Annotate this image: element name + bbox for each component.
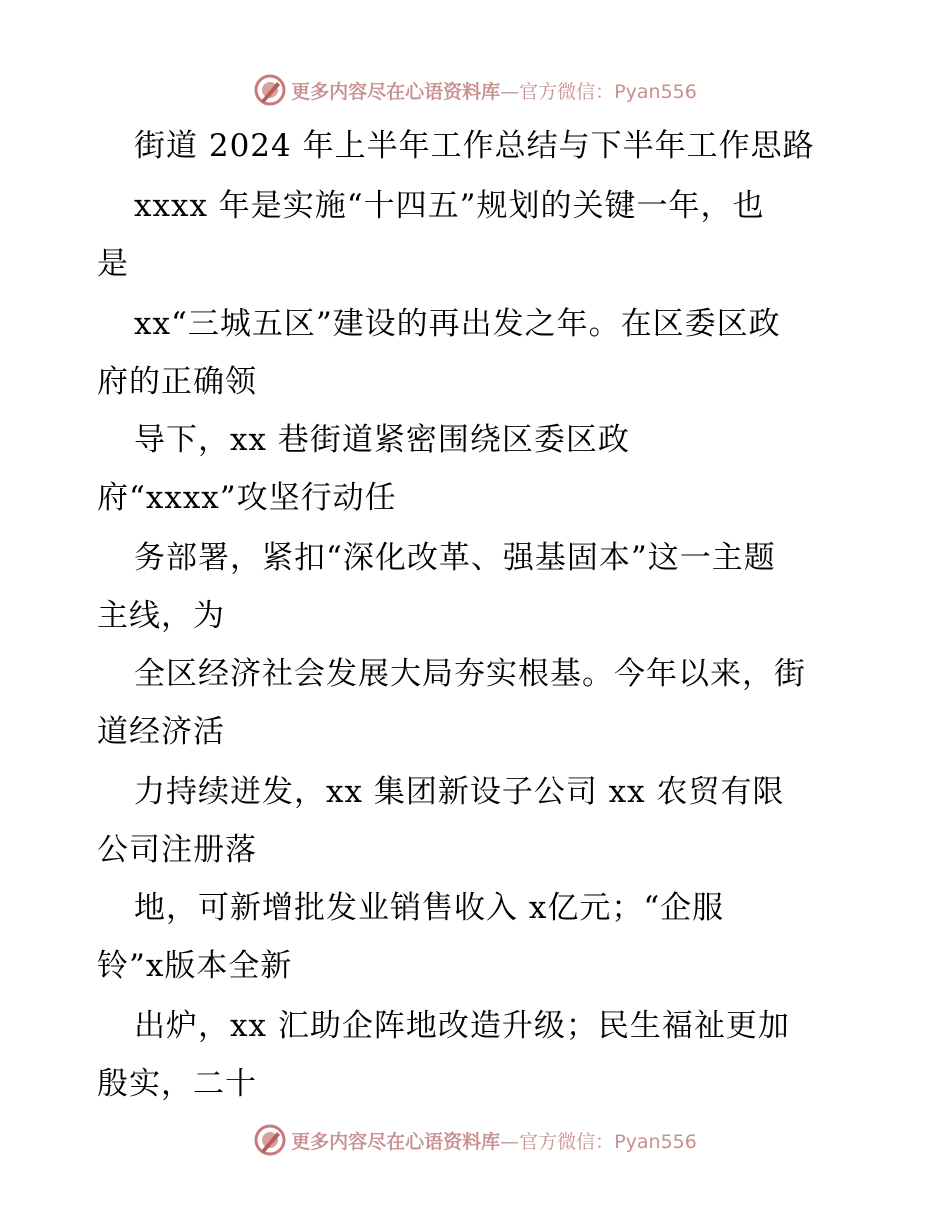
watermark-main-text: 更多内容尽在心语资料库	[291, 1130, 501, 1153]
watermark-account: Pyan556	[614, 1130, 697, 1153]
text-line: 是	[97, 246, 129, 282]
text-line: 务部署，紧扣“深化改革、强基固本”这一主题	[134, 540, 776, 576]
watermark-main-text: 更多内容尽在心语资料库	[291, 80, 501, 103]
text-line: xx“三城五区”建设的再出发之年。在区委区政	[134, 306, 781, 342]
text-line: 公司注册落	[97, 832, 257, 868]
watermark-separator: —	[500, 80, 520, 103]
document-title: 街道 2024 年上半年工作总结与下半年工作思路	[134, 128, 815, 164]
text-line: 力持续迸发，xx 集团新设子公司 xx 农贸有限	[134, 774, 785, 810]
text-line: 导下，xx 巷街道紧密围绕区委区政	[134, 422, 630, 458]
pen-seal-logo-icon	[253, 73, 287, 107]
text-line: 道经济活	[97, 714, 225, 750]
header-watermark	[0, 72, 950, 108]
text-line: 主线，为	[97, 598, 225, 634]
text-line: 殷实，二十	[97, 1066, 257, 1102]
text-line: 出炉，xx 汇助企阵地改造升级；民生福祉更加	[134, 1008, 790, 1044]
watermark-separator: —	[500, 1130, 520, 1153]
text-line: 府的正确领	[97, 364, 257, 400]
text-line: xxxx 年是实施“十四五”规划的关键一年，也	[134, 188, 765, 224]
pen-seal-logo-icon	[253, 1123, 287, 1157]
text-line: 铃”x版本全新	[97, 948, 293, 984]
footer-watermark	[0, 1122, 950, 1158]
watermark-label: 官方微信：	[519, 80, 615, 103]
text-line: 府“xxxx”攻坚行动任	[97, 480, 397, 516]
watermark-label: 官方微信：	[519, 1130, 615, 1153]
text-line: 地，可新增批发业销售收入 x亿元；“企服	[134, 890, 725, 926]
watermark-account: Pyan556	[614, 80, 697, 103]
text-line: 全区经济社会发展大局夯实根基。今年以来，街	[134, 656, 806, 692]
